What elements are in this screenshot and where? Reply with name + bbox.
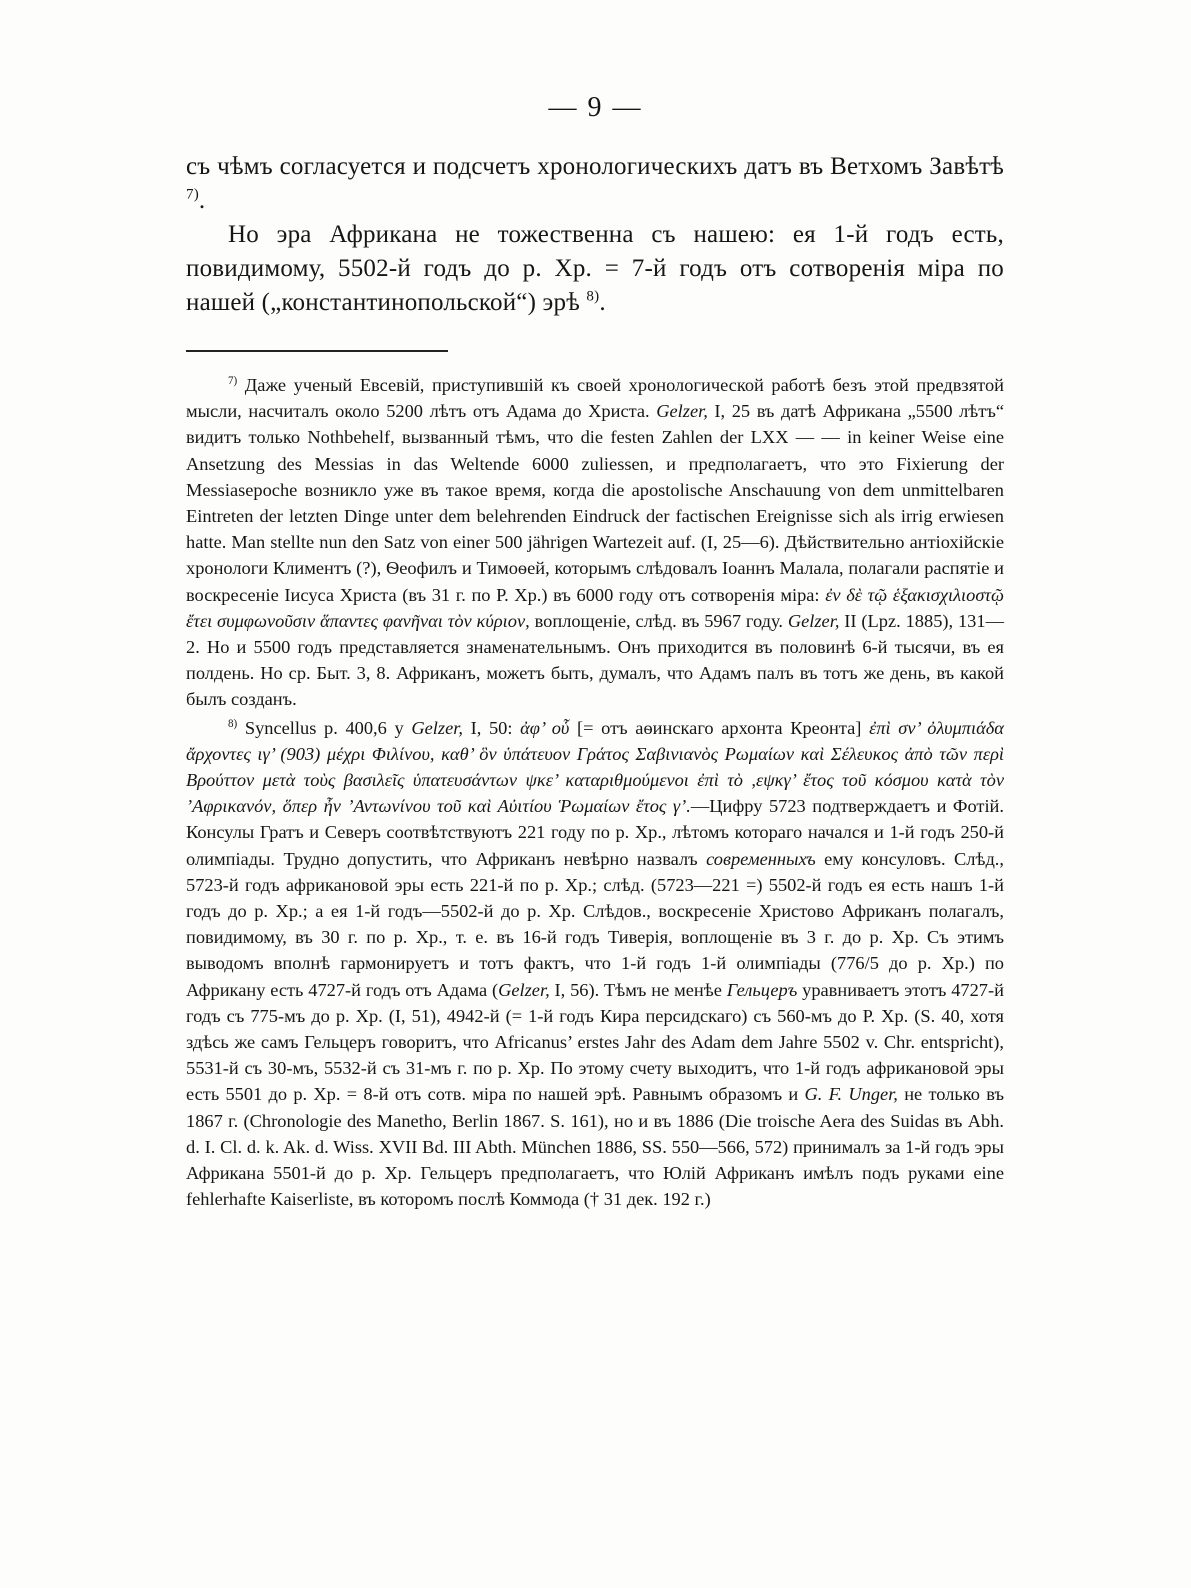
footnotes — [186, 372, 1004, 1213]
footnote-separator — [186, 350, 448, 352]
footnote-7-text: Даже ученый Евсевій, приступившій къ своей хронологической работѣ безъ этой предвзятой мысли, насчиталъ около 5200 лѣтъ отъ Адама до Христа. — [186, 375, 1004, 422]
paragraph-2-end: . — [599, 289, 606, 316]
footnote-7-text: I, 25 въ датѣ Африкана „5500 лѣтъ“ видитъ только Nothbehelf, вызванный тѣмъ, что die festen Zahlen der LXX — — in keiner Weise eine Ansetzung des Messias in das Weltende 6000 zuliessen, и предполагаетъ, что это Fixierung der Messiasepoche возникло уже въ такое время, когда die apostolische Anschauung von dem unmittelbaren Eintreten der letzten Dinge unter dem belehrenden Eindruck der factischen Ereignisse sich als irrig erwiesen hatte. Man stellte nun den Satz von einer 500 jährigen Wartezeit auf. (I, 25—6). Дѣйствительно антіохійскіе хронологи Климентъ (?), Ѳеофилъ и Тимоѳей, которымъ слѣдовалъ Іоаннъ Малала, полагали распятіе и воскресеніе Іисуса Христа (въ 31 г. по Р. Хр.) въ 6000 году отъ сотворенія міра: — [186, 401, 1004, 605]
footnote-7-marker: 7) — [228, 374, 238, 387]
footnote-ref-7[interactable]: 7) — [186, 186, 199, 203]
footnote-8-text: не только въ 1867 г. (Chronologie des Manetho, Berlin 1867. S. 161), но и въ 1886 (Die troische Aera des Suidas въ Abh. d. I. Cl. d. k. Ak. d. Wiss. XVII Bd. III Abth. München 1886, SS. 550—566, 572) принималъ за 1-й годъ эры Африкана 5501-й до р. Хр. Гельцеръ предполагаетъ, что Юлій Африканъ имѣлъ подъ руками eine fehlerhafte Kaiserliste, въ которомъ послѣ Коммода († 31 дек. 192 г.) — [186, 1084, 1004, 1210]
footnote-8-text: I, 56). Тѣмъ не менѣе — [554, 979, 722, 1000]
page-number: — 9 — — [548, 92, 643, 123]
paragraph-1-end: . — [198, 187, 206, 214]
paragraph-1 — [186, 150, 1004, 218]
paragraph-2-text: Но эра Африкана не тожественна съ нашею: ея 1-й годъ есть, повидимому, 5502-й годъ до р. Хр. = 7-й годъ отъ сотворенія міра по нашей („константинопольской“) эрѣ — [186, 221, 1004, 316]
author-name: Gelzer, — [498, 979, 550, 1000]
footnote-8-text: I, 50: — [470, 717, 513, 738]
author-name: Gelzer, — [411, 717, 463, 738]
greek-quote: ἐν δὲ τῷ ἑξακισχιλιοστῷ ἔτει συμφωνοῦσιν ἅπαντες φανῆναι τὸν κύριον, — [186, 584, 1004, 631]
footnote-7-text: II (Lpz. 1885), 131—2. Но и 5500 годъ представляется знаменательнымъ. Онъ приходится въ половинѣ 6-й тысячи, въ ея полдень. Но ср. Быт. 3, 8. Африканъ, можетъ быть, думалъ, что Адамъ палъ въ тотъ же день, въ какой былъ созданъ. — [186, 610, 1004, 710]
footnote-ref-8[interactable]: 8) — [586, 288, 600, 305]
footnote-8-marker: 8) — [228, 717, 238, 730]
footnote-7 — [186, 372, 1004, 713]
emphasis: современныхъ — [706, 848, 816, 869]
paragraph-2 — [186, 218, 1004, 320]
footnote-7-text: воплощеніе, слѣд. въ 5967 году. — [534, 610, 783, 631]
footnote-8-text: [= отъ аѳинскаго архонта Креонта] — [577, 717, 862, 738]
footnote-8 — [186, 715, 1004, 1213]
greek-quote: ἐπὶ σν’ ὀλυμπιάδα ἄρχοντες ιγ’ (903) μέχρι Φιλίνου, καθ’ ὃν ὑπάτευον Γράτος Σαβινιανὸς Ρωμαίων καὶ Σέλευκος ἀπὸ τῶν περὶ Βρούττον μετὰ τοὺς βασιλεῖς ὑπατευσάντων ψκε’ καταριθμούμενοι ἐπὶ τὸ ,εψκγ’ ἔτος τοῦ κόσμου κατὰ τὸν ’Αφρικανόν, ὅπερ ἦν ’Αντωνίνου τοῦ καὶ Αὐιτίου Ῥωμαίων ἔτος γ’. — [186, 717, 1004, 817]
footnote-8-text: уравниваетъ этотъ 4727-й годъ съ 775-мъ до р. Хр. (I, 51), 4942-й (= 1-й годъ Кира персидскаго) съ 560-мъ до Р. Хр. (S. 40, хотя здѣсь же самъ Гельцеръ говоритъ, что Africanus’ erstes Jahr des Adam dem Jahre 5502 v. Chr. entspricht), 5531-й съ 30-мъ, 5532-й съ 31-мъ г. по р. Хр. По этому счету выходитъ, что 1-й годъ африкановой эры есть 5501 до р. Хр. = 8-й отъ сотв. міра по нашей эрѣ. Равнымъ образомъ и — [186, 979, 1004, 1105]
footnote-8-text: Syncellus p. 400,6 у — [244, 717, 404, 738]
paragraph-1-text: съ чѣмъ согласуется и подсчетъ хронологическихъ датъ въ Ветхомъ Завѣтѣ — [186, 153, 1004, 180]
author-name: Gelzer, — [787, 610, 840, 631]
greek-quote: ἀφ’ οὗ — [520, 717, 570, 738]
footnote-8-text: ему консуловъ. Слѣд., 5723-й годъ африкановой эры есть 221-й по р. Хр.; слѣд. (5723—221 =) 5502-й годъ ея есть нашъ 1-й годъ до р. Хр.; а ея 1-й годъ—5502-й до р. Хр. Слѣдов., воскресеніе Христово Африканъ полагалъ, повидимому, въ 30 г. по р. Хр., т. е. въ 16-й годъ Тиверія, воплощеніе въ 3 г. до р. Хр. Съ этимъ выводомъ вполнѣ гармонируетъ и тотъ фактъ, что 1-й годъ 1-й олимпіады (776/5 до р. Хр.) по Африкану есть 4727-й годъ отъ Адама ( — [186, 848, 1004, 1000]
footnote-8-text: —Цифру 5723 подтверждаетъ и Фотій. Консулы Гратъ и Северъ соотвѣтствуютъ 221 году по р. Хр., лѣтомъ котораго начался и 1-й годъ 250-й олимпіады. Трудно допустить, что Африканъ невѣрно назвалъ — [186, 796, 1004, 869]
emphasis: Гельцеръ — [726, 979, 798, 1000]
author-name: Gelzer, — [656, 401, 708, 422]
author-name: G. F. Unger, — [804, 1084, 898, 1105]
main-text — [186, 150, 1004, 320]
